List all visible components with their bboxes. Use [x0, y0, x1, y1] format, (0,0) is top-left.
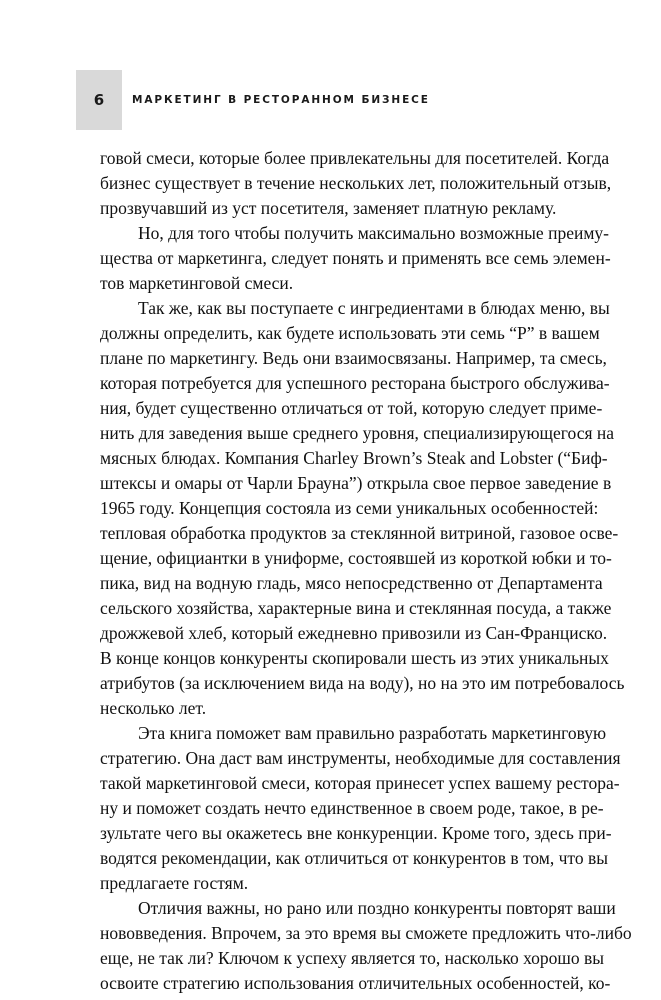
- text-line: тов маркетинговой смеси.: [100, 273, 294, 293]
- text-line: штексы и омары от Чарли Брауна”) открыла свое первое заведение в: [100, 473, 612, 493]
- page-number: 6: [76, 70, 122, 130]
- text-line: Эта книга поможет вам правильно разработать маркетинговую: [138, 723, 607, 743]
- text-line: говой смеси, которые более привлекательны для посетителей. Когда: [100, 148, 610, 168]
- text-line: зультате чего вы окажетесь вне конкуренции. Кроме того, здесь при-: [100, 823, 612, 843]
- text-line: плане по маркетингу. Ведь они взаимосвязаны. Например, та смесь,: [100, 348, 607, 368]
- text-line: которая потребуется для успешного ресторана быстрого обслужива-: [100, 373, 610, 393]
- text-line: В конце концов конкуренты скопировали шесть из этих уникальных: [100, 648, 609, 668]
- text-line: ния, будет существенно отличаться от той, которую следует приме-: [100, 398, 603, 418]
- text-line: должны определить, как будете использовать эти семь “P” в вашем: [100, 323, 600, 343]
- text-line: тепловая обработка продуктов за стеклянной витриной, газовое осве-: [100, 523, 619, 543]
- text-line: такой маркетинговой смеси, которая принесет успех вашему рестора-: [100, 773, 620, 793]
- text-line: ну и поможет создать нечто единственное в своем роде, такое, в ре-: [100, 798, 604, 818]
- text-line: несколько лет.: [100, 698, 207, 718]
- text-line: щества от маркетинга, следует понять и применять все семь элемен-: [100, 248, 611, 268]
- page-header: [0, 70, 661, 130]
- text-line: бизнес существует в течение нескольких лет, положительный отзыв,: [100, 173, 612, 193]
- text-line: водятся рекомендации, как отличиться от конкурентов в том, что вы: [100, 848, 608, 868]
- paragraph: [100, 221, 611, 296]
- paragraph: [100, 896, 632, 996]
- text-line: нововведения. Впрочем, за это время вы сможете предложить что-либо: [100, 923, 632, 943]
- paragraph: [100, 296, 625, 721]
- text-line: освоите стратегию использования отличительных особенностей, ко-: [100, 973, 611, 993]
- text-line: мясных блюдах. Компания Charley Brown’s Steak and Lobster (“Биф-: [100, 448, 608, 468]
- text-line: еще, не так ли? Ключом к успеху является то, насколько хорошо вы: [100, 948, 605, 968]
- text-line: Но, для того чтобы получить максимально возможные преиму-: [138, 223, 609, 243]
- text-line: сельского хозяйства, характерные вина и стеклянная посуда, а также: [100, 598, 612, 618]
- body-text: [100, 146, 632, 996]
- paragraph: [100, 146, 612, 221]
- text-line: щение, официантки в униформе, состоявшей из короткой юбки и то-: [100, 548, 612, 568]
- text-line: атрибутов (за исключением вида на воду), но на это им потребовалось: [100, 673, 625, 693]
- text-line: пика, вид на водную гладь, мясо непосредственно от Департамента: [100, 573, 603, 593]
- text-line: 1965 году. Концепция состояла из семи уникальных особенностей:: [100, 498, 599, 518]
- text-line: нить для заведения выше среднего уровня, специализирующегося на: [100, 423, 615, 443]
- text-line: стратегию. Она даст вам инструменты, необходимые для составления: [100, 748, 621, 768]
- running-title: МАРКЕТИНГ В РЕСТОРАННОМ БИЗНЕСЕ: [132, 94, 430, 106]
- text-line: прозвучавший из уст посетителя, заменяет платную рекламу.: [100, 198, 557, 218]
- paragraph: [100, 721, 621, 896]
- text-line: предлагаете гостям.: [100, 873, 249, 893]
- text-line: Отличия важны, но рано или поздно конкуренты повторят ваши: [138, 898, 616, 918]
- text-line: Так же, как вы поступаете с ингредиентами в блюдах меню, вы: [138, 298, 610, 318]
- text-line: дрожжевой хлеб, который ежедневно привозили из Сан-Франциско.: [100, 623, 608, 643]
